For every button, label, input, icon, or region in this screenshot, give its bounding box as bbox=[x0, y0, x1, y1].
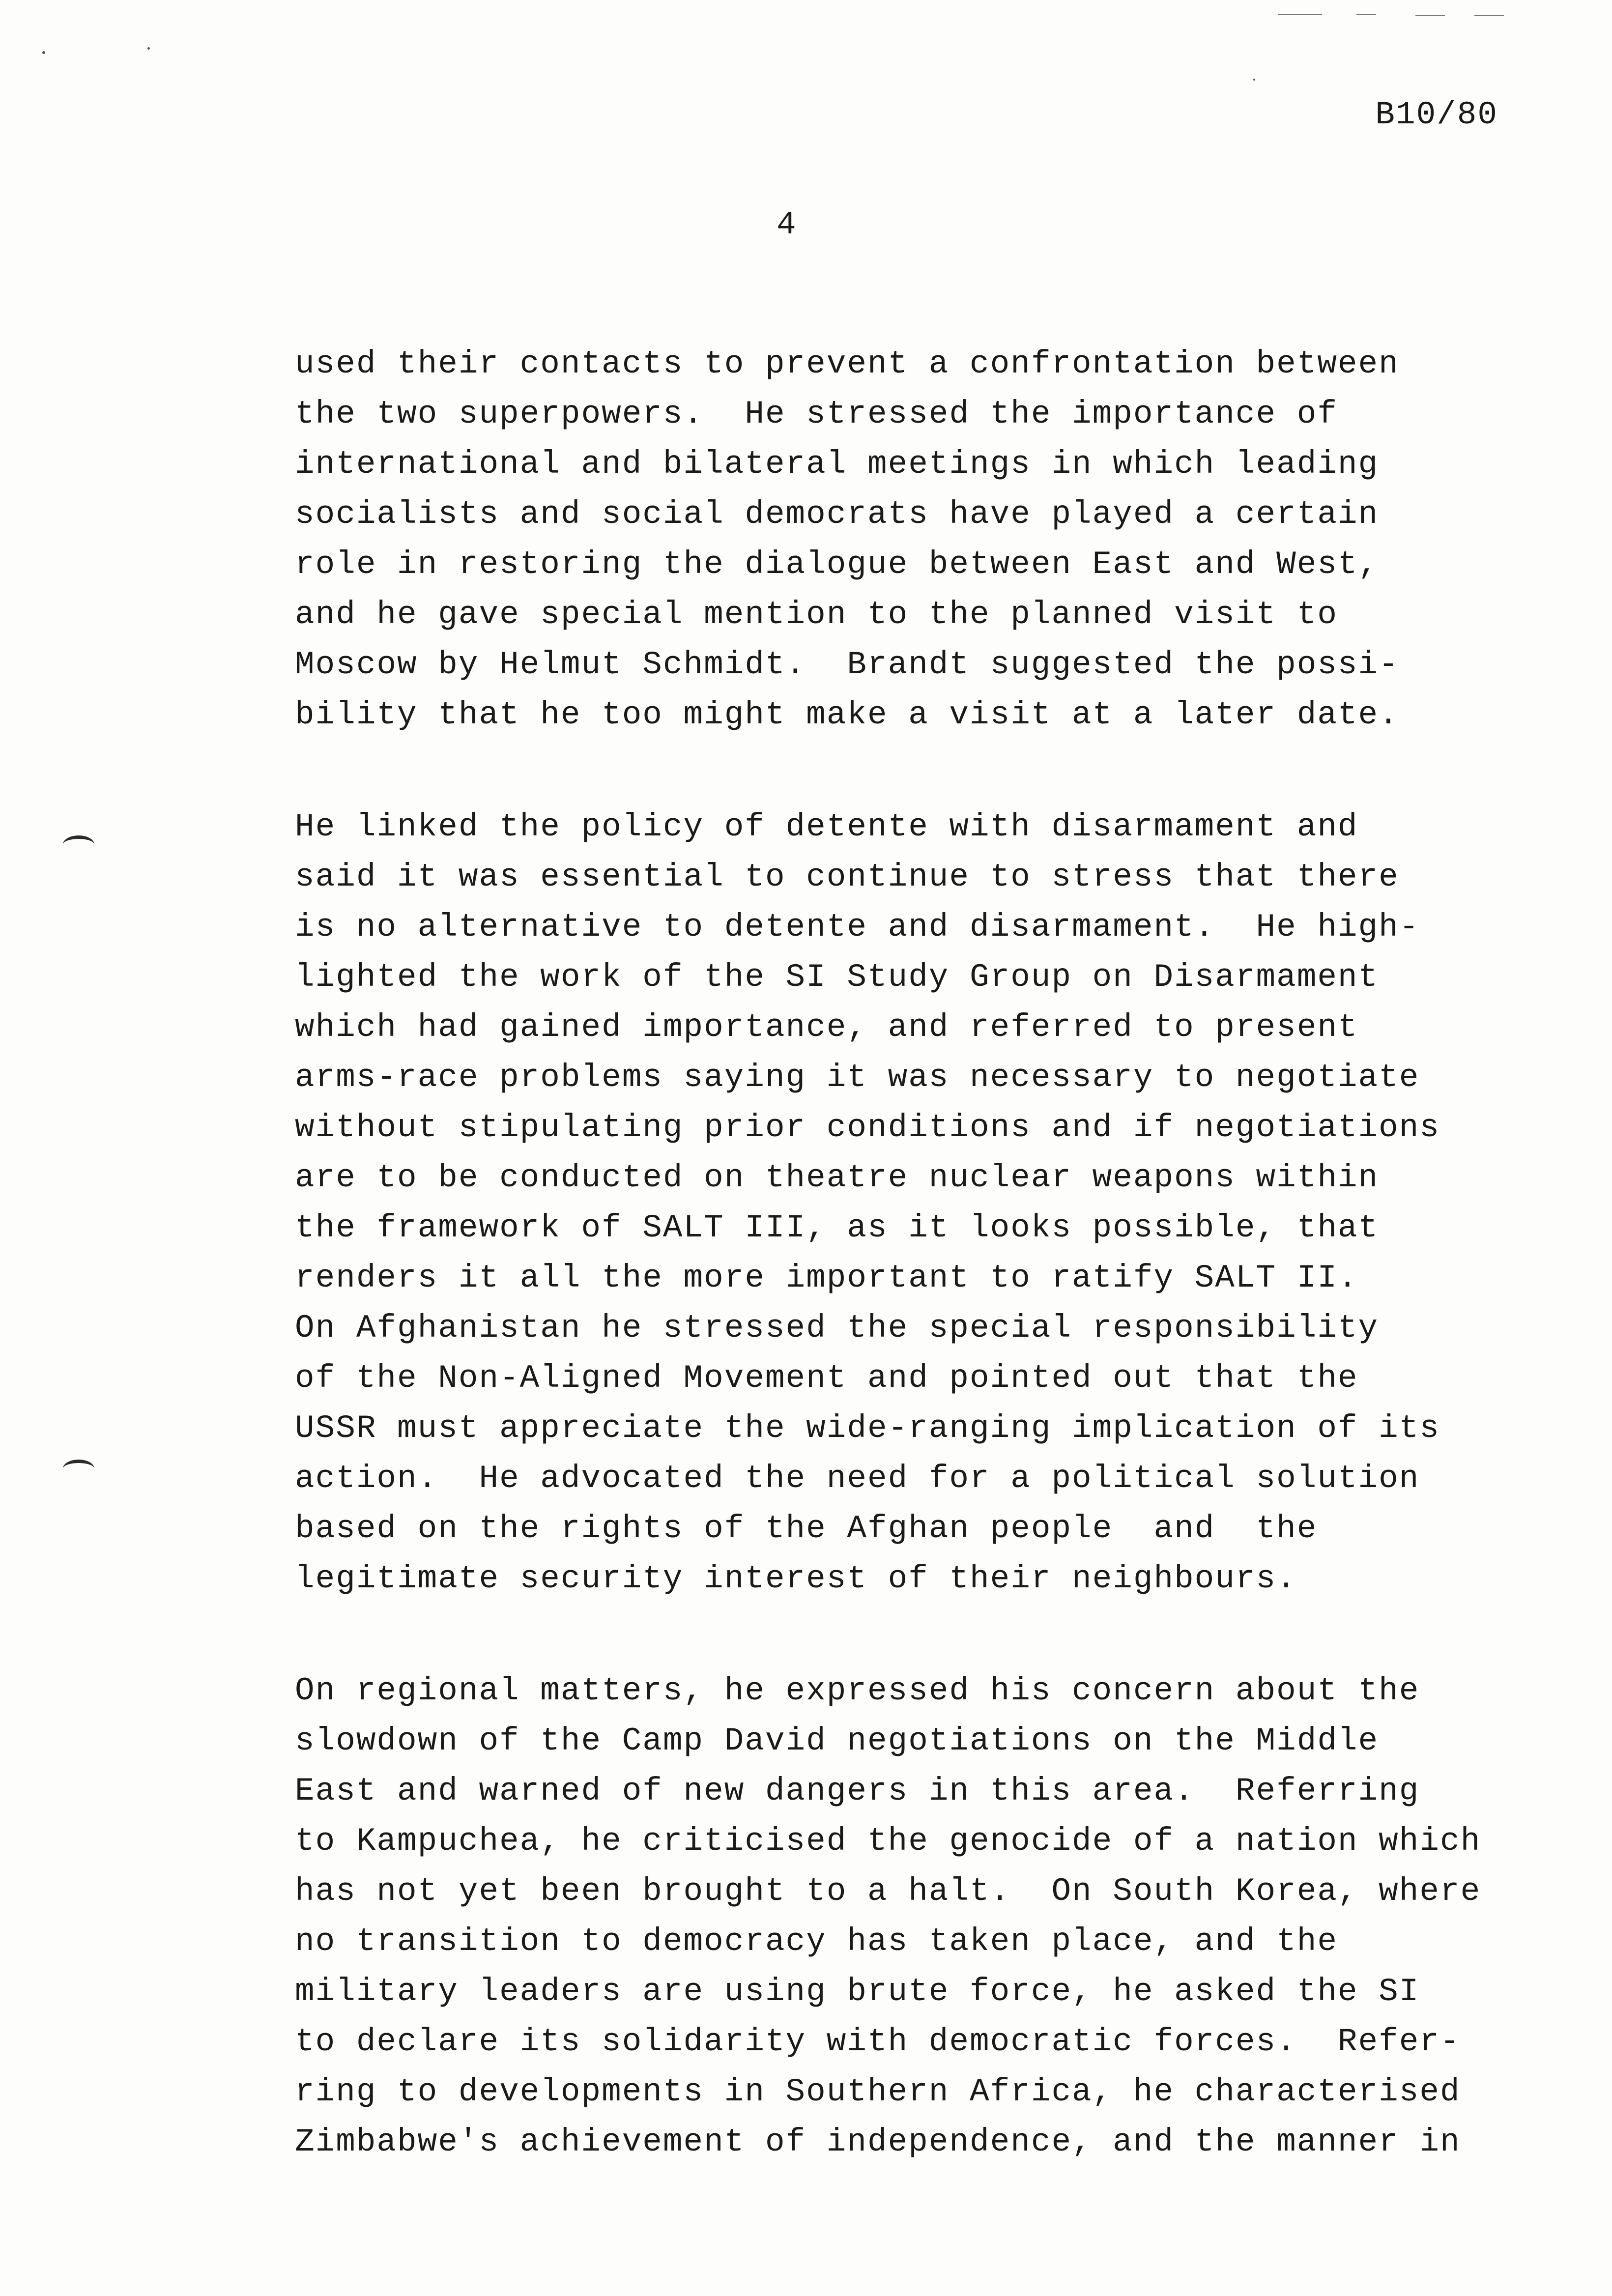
text-line: are to be conducted on theatre nuclear weapons within bbox=[295, 1159, 1379, 1196]
text-line: Zimbabwe's achievement of independence, and the manner in bbox=[295, 2124, 1461, 2160]
text-line: He linked the policy of detente with disarmament and bbox=[295, 808, 1358, 845]
text-line: Moscow by Helmut Schmidt. Brandt suggested the possi- bbox=[295, 646, 1399, 683]
text-line: lighted the work of the SI Study Group on Disarmament bbox=[295, 959, 1379, 996]
text-line: of the Non-Aligned Movement and pointed out that the bbox=[295, 1360, 1358, 1397]
text-line: role in restoring the dialogue between East and West, bbox=[295, 546, 1379, 583]
margin-punch-mark bbox=[63, 835, 94, 854]
text-line: said it was essential to continue to stress that there bbox=[295, 859, 1399, 895]
text-line: renders it all the more important to ratify SALT II. bbox=[295, 1260, 1358, 1296]
paragraph-1 bbox=[295, 339, 1524, 740]
document-body bbox=[295, 339, 1524, 2229]
text-line: military leaders are using brute force, he asked the SI bbox=[295, 1973, 1420, 2010]
scan-dash bbox=[1356, 14, 1376, 15]
reference-code: B10/80 bbox=[1375, 96, 1498, 133]
scan-speck bbox=[42, 51, 45, 54]
text-line: slowdown of the Camp David negotiations on the Middle bbox=[295, 1722, 1379, 1759]
paragraph-3 bbox=[295, 1666, 1524, 2167]
text-line: international and bilateral meetings in which leading bbox=[295, 446, 1379, 483]
text-line: based on the rights of the Afghan people and the bbox=[295, 1510, 1318, 1547]
margin-punch-mark bbox=[63, 1460, 94, 1478]
text-line: socialists and social democrats have played a certain bbox=[295, 496, 1379, 533]
paragraph-2 bbox=[295, 802, 1524, 1604]
text-line: East and warned of new dangers in this area. Referring bbox=[295, 1773, 1420, 1809]
scan-speck bbox=[1253, 79, 1255, 81]
scan-dash bbox=[1474, 15, 1504, 16]
text-line: bility that he too might make a visit at a later date. bbox=[295, 696, 1399, 733]
text-line: the framework of SALT III, as it looks possible, that bbox=[295, 1209, 1379, 1246]
text-line: without stipulating prior conditions and if negotiations bbox=[295, 1109, 1440, 1146]
text-line: ring to developments in Southern Africa, he characterised bbox=[295, 2073, 1461, 2110]
text-line: USSR must appreciate the wide-ranging implication of its bbox=[295, 1410, 1440, 1447]
text-line: has not yet been brought to a halt. On South Korea, where bbox=[295, 1873, 1481, 1910]
text-line: used their contacts to prevent a confrontation between bbox=[295, 345, 1399, 382]
text-line: legitimate security interest of their neighbours. bbox=[295, 1560, 1297, 1597]
text-line: On regional matters, he expressed his concern about the bbox=[295, 1672, 1420, 1709]
page-number: 4 bbox=[777, 206, 796, 243]
text-line: and he gave special mention to the planned visit to bbox=[295, 596, 1338, 633]
scan-speck bbox=[147, 47, 150, 50]
text-line: to Kampuchea, he criticised the genocide of a nation which bbox=[295, 1823, 1481, 1860]
text-line: is no alternative to detente and disarmament. He high- bbox=[295, 909, 1420, 946]
text-line: action. He advocated the need for a political solution bbox=[295, 1460, 1420, 1497]
text-line: the two superpowers. He stressed the importance of bbox=[295, 396, 1338, 432]
text-line: On Afghanistan he stressed the special responsibility bbox=[295, 1310, 1379, 1347]
text-line: arms-race problems saying it was necessary to negotiate bbox=[295, 1059, 1420, 1096]
text-line: no transition to democracy has taken place, and the bbox=[295, 1923, 1338, 1960]
scan-dash bbox=[1278, 14, 1322, 15]
text-line: to declare its solidarity with democratic forces. Refer- bbox=[295, 2023, 1461, 2060]
scan-dash bbox=[1415, 15, 1445, 16]
text-line: which had gained importance, and referred to present bbox=[295, 1009, 1358, 1046]
